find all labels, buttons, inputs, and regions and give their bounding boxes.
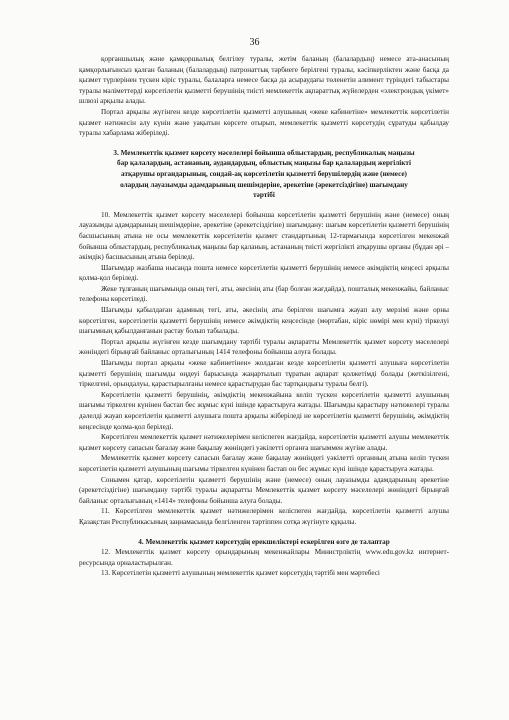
section-3-paragraph: Жеке тұлғаның шағымында оның тегі, аты, әкесінің аты (бар болған жағдайда), пошталық мекенжайы, байланыс телефоны көрсетіледі.: [79, 284, 449, 304]
section-title-line: тәртібі: [253, 191, 275, 200]
section-3-paragraph: Шағымдар жазбаша нысанда пошта немесе көрсетілетін қызметті берушінің немесе әкімдіктің кеңсесі арқылы қолма-қол беріледі.: [79, 263, 449, 283]
intro-paragraph: Портал арқылы жүгінген кезде көрсетілетін қызметті алушының «жеке кабинетіне» мемлекеттік көрсетілетін қызмет нәтижесін алу күнін және уақытын көрсете отырып, мемлекеттік қызметті көрсетудің сұратуды қабылдау туралы хабарлама жіберіледі.: [79, 107, 449, 138]
section-title-line: атқарушы органдарының, сондай-ақ көрсетілетін қызметті берушілердің және (немесе): [121, 169, 407, 178]
section-3-heading: [79, 148, 449, 201]
section-3-paragraph: 10. Мемлекеттік қызмет көрсету мәселелері бойынша көрсетілетін қызметті берушінің және (немесе) оның лауазымды адамдарының шешімдеріне, әрекетіне (әрекетсіздігіне) шағымдану: шағым көрсетілетін қызметті берушінің басшысының атына не осы мемлекеттік көрсетілетін қызмет стандартының 12-тармағында көрсетілген мекенжай бойынша облыстардың, республикалық маңызы бар қаланың, астананың тиісті жергілікті атқарушы органы (бұдан әрі – әкімдік) басшысының атына беріледі.: [79, 210, 449, 262]
page-number: 36: [249, 37, 260, 48]
section-3-paragraph: Шағымды портал арқылы «жеке кабинетінен» жолдаған кезде көрсетілетін қызметті алушыға көрсетілетін қызметті берушінің шағымды өңдеуі барысында жаңартылып тұратын ақпарат қолжетімді болады (жеткізілгені, тіркелгені, орындалуы, қарастырылғаны немесе қарастырудан бас тартқандығы туралы белгі).: [79, 359, 449, 389]
section-3-paragraph: Көрсетілетін қызметті берушінің, әкімдіктің мекенжайына келіп түскен көрсетілетін қызметті алушының шағымы тіркелген күнінен бастап бес жұмыс күні ішінде қарастыруға жатады. Шағымды қарастыру нәтижелері туралы дәлелді жауап көрсетілетін қызметті алушыға пошта арқылы жіберіледі не көрсетілетін қызметті берушінің, әкімдіктің кеңсесінде қолма-қол беріледі.: [79, 390, 449, 431]
section-4-heading: 4. Мемлекеттік қызмет көрсетудің ерекшеліктері ескерілген өзге де талаптар: [138, 537, 390, 546]
page-content: [79, 54, 449, 579]
section-4-paragraph: 12. Мемлекеттік қызмет көрсету орындарының мекенжайлары Министрліктің www.edu.gov.kz интернет-ресурсында орналастырылған.: [79, 548, 449, 567]
section-3-paragraph: Мемлекеттік қызмет көрсету сапасын бағалау және бақылау жөніндегі уәкілетті органның атына келіп түскен көрсетілетін қызметті алушының шағымы тіркелген күнінен бастап он бес жұмыс күні ішінде қарастыруға жатады.: [79, 454, 449, 473]
section-3-paragraph: Портал арқылы жүгінген кезде шағымдану тәртібі туралы ақпаратты Мемлекеттік қызмет көрсету мәселелері жөніндегі бірыңғай байланыс орталығының 1414 телефоны бойынша алуға болады.: [79, 337, 449, 357]
section-4-paragraph: 13. Көрсетілетін қызметті алушының мемлекеттік қызмет көрсетудің тәртібі мен мәртебесі: [101, 569, 380, 578]
section-3-paragraph: Шағымды қабылдаған адамның тегі, аты, әкесінің аты берілген шағымға жауап алу мерзімі және орны көрсетілген, көрсетілетін қызметті берушінің немесе әкімдіктің кеңсесінде (мөртабан, кіріс нөмірі мен күні) тіркелуі шағымның қабылданғанын растау болып табылады.: [79, 306, 449, 336]
section-3-paragraph: Сонымен қатар, көрсетілетін қызметті берушінің және (немесе) оның лауазымды адамдарының әрекетіне (әрекетсіздігіне) шағымдану тәртібі туралы ақпаратты Мемлекеттік қызмет көрсету мәселелері жөніндегі бірыңғай байланыс орталығының «1414» телефоны бойынша алуға болады.: [79, 475, 449, 505]
section-3-paragraph: Көрсетілген мемлекеттік қызмет нәтижелерімен келіспеген жағдайда, көрсетілетін қызметті алушы мемлекеттік қызмет көрсету сапасын бағалау және бақылау жөніндегі уәкілетті органға шағыммен жүгіне алады.: [79, 433, 449, 452]
section-title-line: 3. Мемлекеттік қызмет көрсету мәселелері бойынша облыстардың, республикалық маңызы: [113, 148, 415, 157]
section-title-line: олардың лауазымды адамдарының шешімдеріне, әрекетіне (әрекетсіздігіне) шағымдану: [120, 180, 408, 189]
section-3-paragraph: 11. Көрсетілген мемлекеттік қызмет нәтижелерімен келіспеген жағдайда, көрсетілетін қызметті алушы Қазақстан Республикасының заңнамасында белгіленген тәртіппен сотқа жүгінуге құқылы.: [79, 507, 449, 526]
section-title-line: бар қалалардың, астананың, аудандардың, облыстық маңызы бар қалалардың жергілікті: [117, 159, 411, 168]
intro-paragraph: қорғаншылық және қамқоршылық белгілеу туралы, жетім баланың (балалардың) немесе ата-анасының қамқорлығынсыз қалған баланың (балалардың) патронаттық тәрбиеге берілгені туралы, кәсіпкерліктен және басқа да қызмет түрлерінен түскен кіріс туралы, балаларға немесе басқа да асыраудағы төленетін алимент түріндегі табыстары туралы мәліметтерді көрсетілетін қызметті берушінің тиісті мемлекеттік ақпараттық жүйелерден «электрондық үкімет» шлюзі арқылы алады.: [79, 55, 449, 106]
